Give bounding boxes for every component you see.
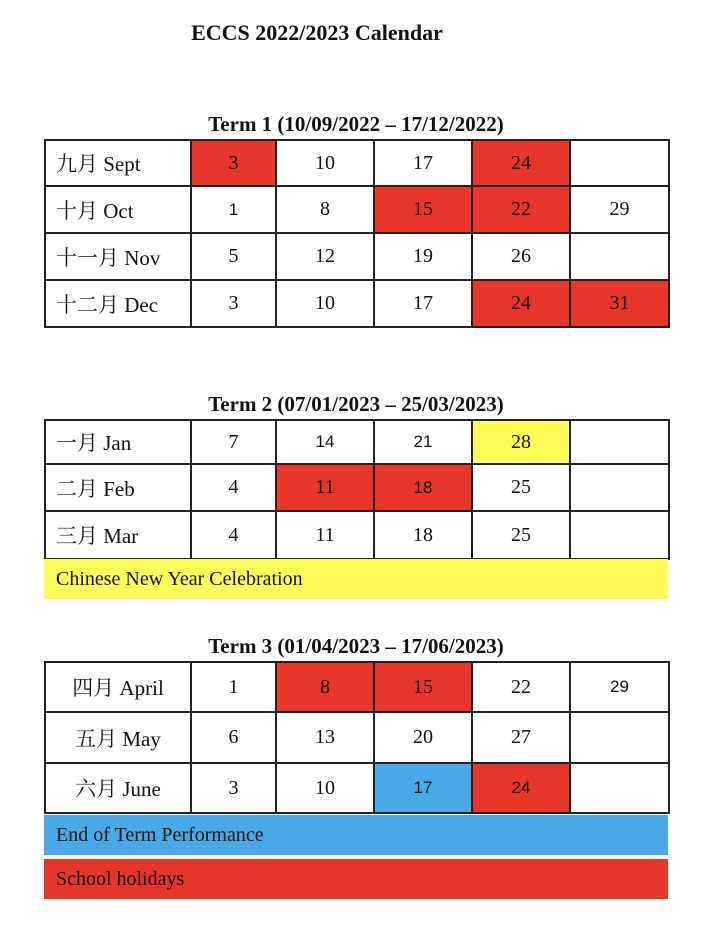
day-cell: 20 (374, 712, 472, 763)
legend-holidays: School holidays (44, 859, 668, 899)
table-row (45, 511, 669, 559)
table-row (45, 763, 669, 813)
day-cell: 10 (276, 280, 374, 327)
month-label: 九月 Sept (45, 140, 191, 186)
day-cell: 24 (472, 140, 570, 186)
day-cell: 26 (472, 233, 570, 280)
day-cell: 3 (191, 140, 276, 186)
table-row (45, 712, 669, 763)
day-cell: 11 (276, 464, 374, 511)
legend-performance: End of Term Performance (44, 815, 668, 855)
day-cell (570, 763, 669, 813)
day-cell: 31 (570, 280, 669, 327)
month-label: 六月 June (45, 763, 191, 813)
term-3-table (44, 661, 670, 814)
term-1-heading: Term 1 (10/09/2022 – 17/12/2022) (208, 112, 504, 136)
day-cell: 22 (472, 662, 570, 712)
day-cell: 17 (374, 763, 472, 813)
day-cell: 17 (374, 280, 472, 327)
day-cell: 18 (374, 464, 472, 511)
day-cell: 10 (276, 763, 374, 813)
day-cell: 1 (191, 186, 276, 233)
day-cell: 6 (191, 712, 276, 763)
day-cell: 24 (472, 280, 570, 327)
day-cell: 3 (191, 763, 276, 813)
month-label: 三月 Mar (45, 511, 191, 559)
day-cell: 4 (191, 464, 276, 511)
day-cell: 25 (472, 511, 570, 559)
table-row (45, 464, 669, 511)
day-cell: 15 (374, 186, 472, 233)
term-1-table (44, 139, 670, 328)
day-cell (570, 712, 669, 763)
day-cell: 29 (570, 662, 669, 712)
day-cell: 27 (472, 712, 570, 763)
day-cell: 15 (374, 662, 472, 712)
day-cell: 4 (191, 511, 276, 559)
day-cell (570, 464, 669, 511)
day-cell: 25 (472, 464, 570, 511)
day-cell: 13 (276, 712, 374, 763)
day-cell: 12 (276, 233, 374, 280)
legend-cny: Chinese New Year Celebration (44, 559, 668, 599)
day-cell: 11 (276, 511, 374, 559)
term-2-table (44, 419, 670, 560)
table-row (45, 233, 669, 280)
table-row (45, 662, 669, 712)
table-row (45, 420, 669, 464)
day-cell: 22 (472, 186, 570, 233)
page-title: ECCS 2022/2023 Calendar (191, 20, 443, 45)
day-cell: 28 (472, 420, 570, 464)
day-cell: 3 (191, 280, 276, 327)
month-label: 十月 Oct (45, 186, 191, 233)
term-2-heading: Term 2 (07/01/2023 – 25/03/2023) (208, 392, 504, 416)
day-cell: 24 (472, 763, 570, 813)
day-cell: 17 (374, 140, 472, 186)
month-label: 五月 May (45, 712, 191, 763)
table-row (45, 186, 669, 233)
day-cell: 1 (191, 662, 276, 712)
month-label: 四月 April (45, 662, 191, 712)
table-row (45, 140, 669, 186)
month-label: 十二月 Dec (45, 280, 191, 327)
day-cell: 5 (191, 233, 276, 280)
day-cell: 14 (276, 420, 374, 464)
day-cell: 18 (374, 511, 472, 559)
day-cell: 29 (570, 186, 669, 233)
day-cell: 10 (276, 140, 374, 186)
month-label: 二月 Feb (45, 464, 191, 511)
day-cell (570, 511, 669, 559)
month-label: 十一月 Nov (45, 233, 191, 280)
day-cell: 7 (191, 420, 276, 464)
day-cell (570, 233, 669, 280)
table-row (45, 280, 669, 327)
day-cell (570, 420, 669, 464)
day-cell: 8 (276, 186, 374, 233)
day-cell: 21 (374, 420, 472, 464)
term-3-heading: Term 3 (01/04/2023 – 17/06/2023) (208, 634, 504, 658)
day-cell: 8 (276, 662, 374, 712)
day-cell: 19 (374, 233, 472, 280)
day-cell (570, 140, 669, 186)
month-label: 一月 Jan (45, 420, 191, 464)
